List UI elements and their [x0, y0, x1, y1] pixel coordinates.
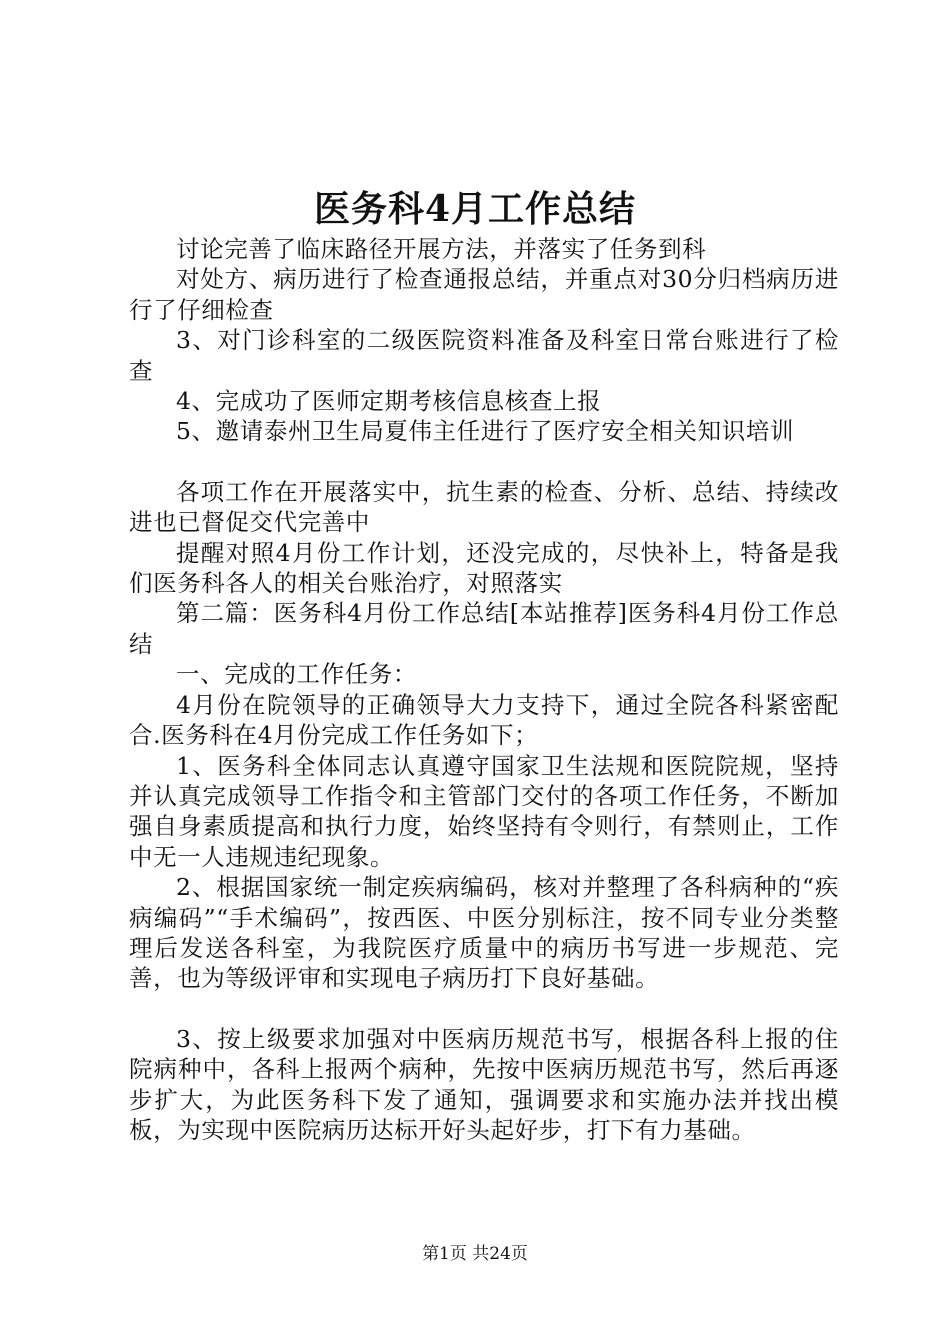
paragraph: 各项工作在开展落实中，抗生素的检查、分析、总结、持续改进也已督促交代完善中 — [129, 477, 839, 537]
paragraph: 3、按上级要求加强对中医病历规范书写，根据各科上报的住院病种中，各科上报两个病种，先按中医病历规范书写，然后再逐步扩大，为此医务科下发了通知，强调要求和实施办法并找出模板，为实现中医院病历达标开好头起好步，打下有力基础。 — [129, 1024, 839, 1144]
paragraph: 第二篇：医务科4月份工作总结[本站推荐]医务科4月份工作总结 — [129, 599, 839, 658]
paragraph: 对处方、病历进行了检查通报总结，并重点对30分归档病历进行了仔细检查 — [129, 265, 839, 324]
paragraph: 2、根据国家统一制定疾病编码，核对并整理了各科病种的“疾病编码”“手术编码”，按西医、中医分别标注，按不同专业分类整理后发送各科室，为我院医疗质量中的病历书写进一步规范、完善，也为等级评审和实现电子病历打下良好基础。 — [129, 873, 839, 993]
paragraph: 3、对门诊科室的二级医院资料准备及科室日常台账进行了检查 — [129, 326, 839, 385]
document-body — [129, 234, 839, 1145]
paragraph: 一、完成的工作任务： — [176, 660, 417, 689]
paragraph: 1、医务科全体同志认真遵守国家卫生法规和医院院规，坚持并认真完成领导工作指令和主管部门交付的各项工作任务，不断加强自身素质提高和执行力度，始终坚持有令则行，有禁则止，工作中无一人违规违纪现象。 — [129, 751, 839, 871]
paragraph: 讨论完善了临床路径开展方法，并落实了任务到科 — [176, 235, 707, 263]
page-title: 医务科4月工作总结 — [313, 188, 637, 230]
paragraph: 4月份在院领导的正确领导大力支持下，通过全院各科紧密配合.医务科在4月份完成工作任务如下； — [129, 690, 839, 750]
page-indicator: 第1页 共24页 — [422, 1244, 528, 1264]
paragraph: 提醒对照4月份工作计划，还没完成的，尽快补上，特备是我们医务科各人的相关台账治疗，对照落实 — [129, 538, 839, 598]
paragraph: 4、完成功了医师定期考核信息核查上报 — [176, 387, 602, 416]
paragraph: 5、邀请泰州卫生局夏伟主任进行了医疗安全相关知识培训 — [176, 417, 795, 446]
